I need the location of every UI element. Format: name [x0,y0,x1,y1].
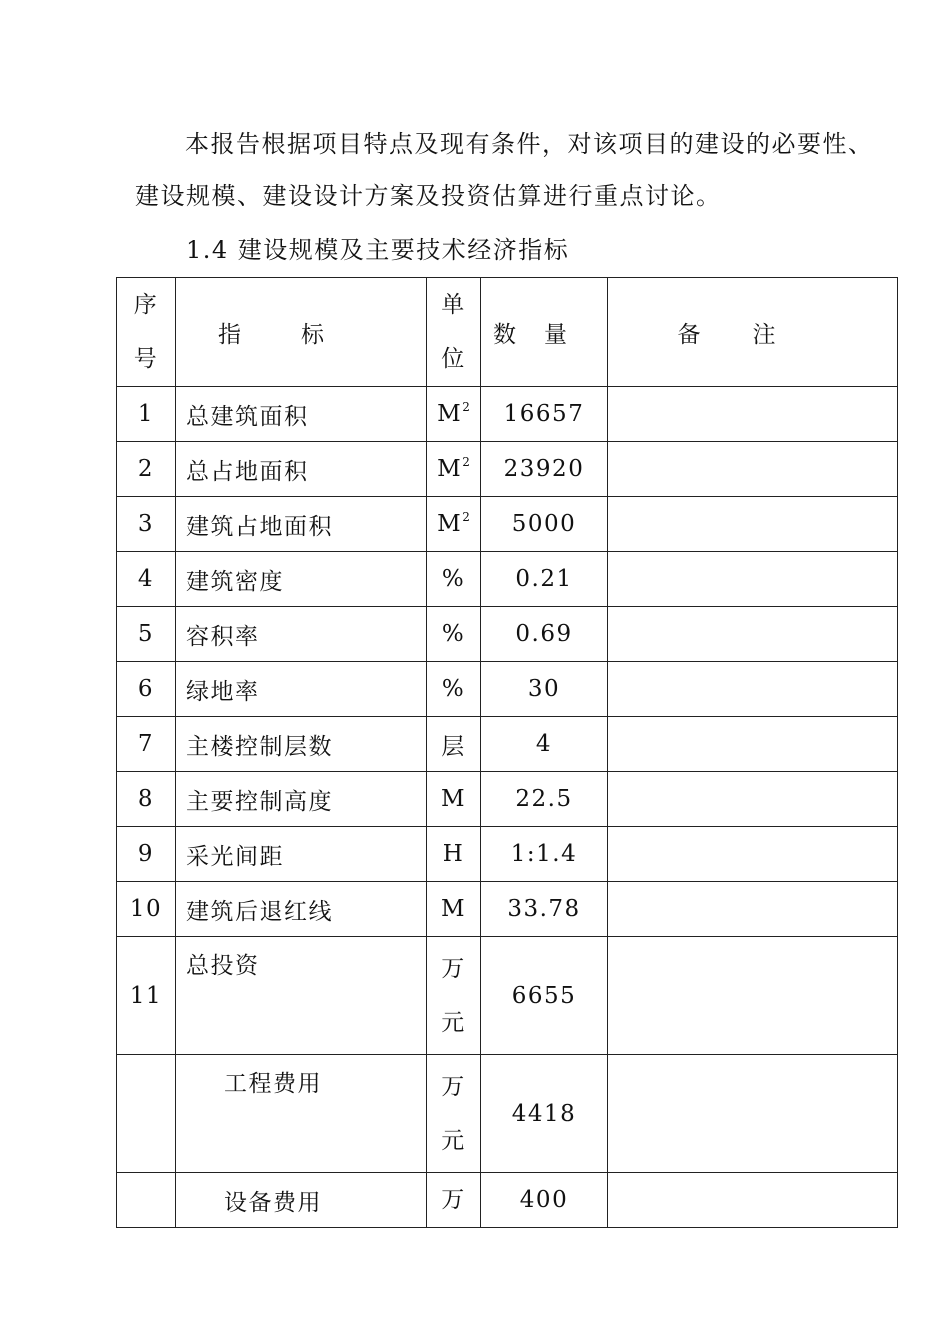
row-indicator: 主要控制高度 [176,772,427,827]
table-row [117,772,898,827]
unit-text: H [442,841,465,867]
header-indicator: 指标 [176,278,427,387]
row-quantity: 6655 [481,937,608,1055]
table-header-row [117,278,898,387]
row-quantity: 4418 [481,1055,608,1173]
row-seq: 3 [117,497,176,552]
row-indicator: 总建筑面积 [176,387,427,442]
row-remark [608,717,898,772]
row-unit [427,1173,481,1228]
row-unit [427,1055,481,1173]
row-unit [427,717,481,772]
intro-paragraph: 本报告根据项目特点及现有条件，对该项目的建设的必要性、建设规模、建设设计方案及投资估算进行重点讨论。 [135,130,874,210]
row-remark [608,772,898,827]
row-seq: 4 [117,552,176,607]
row-remark [608,937,898,1055]
row-remark [608,387,898,442]
row-quantity: 16657 [481,387,608,442]
row-remark [608,497,898,552]
row-seq: 10 [117,882,176,937]
row-seq: 5 [117,607,176,662]
table-row-investment [117,937,898,1055]
unit-superscript: 2 [462,400,470,414]
row-unit [427,882,481,937]
row-remark [608,607,898,662]
row-seq [117,1055,176,1173]
table-row [117,497,898,552]
table-row [117,442,898,497]
table-row [117,882,898,937]
row-remark [608,442,898,497]
header-unit: 单位 [427,278,481,387]
row-quantity: 1:1.4 [481,827,608,882]
row-indicator: 设备费用 [176,1173,427,1228]
table-row [117,607,898,662]
row-indicator: 工程费用 [176,1055,427,1173]
unit-text: M [440,786,467,812]
unit-text: M [440,896,467,922]
unit-text: % [441,676,466,702]
row-indicator: 建筑后退红线 [176,882,427,937]
unit-text: 层 [441,733,466,760]
unit-text: M [437,456,463,482]
row-seq: 2 [117,442,176,497]
table-row [117,387,898,442]
row-indicator: 采光间距 [176,827,427,882]
table-row [117,552,898,607]
table-row-engineering [117,1055,898,1173]
row-quantity: 4 [481,717,608,772]
row-seq: 11 [117,937,176,1055]
row-quantity: 0.69 [481,607,608,662]
row-unit [427,662,481,717]
unit-text: 万 [441,1187,466,1213]
header-remark: 备注 [608,278,898,387]
row-seq: 7 [117,717,176,772]
row-unit [427,387,481,442]
row-indicator: 建筑占地面积 [176,497,427,552]
row-unit [427,607,481,662]
row-indicator: 容积率 [176,607,427,662]
row-unit [427,442,481,497]
table-row-equipment [117,1173,898,1228]
row-quantity: 0.21 [481,552,608,607]
unit-superscript: 2 [462,510,470,524]
row-unit [427,497,481,552]
row-remark [608,552,898,607]
row-remark [608,1173,898,1228]
unit-text: M [437,511,463,537]
row-seq: 1 [117,387,176,442]
row-quantity: 23920 [481,442,608,497]
row-indicator: 绿地率 [176,662,427,717]
table-row [117,662,898,717]
row-seq: 6 [117,662,176,717]
row-unit [427,937,481,1055]
row-remark [608,827,898,882]
row-indicator: 主楼控制层数 [176,717,427,772]
row-remark [608,662,898,717]
row-seq: 9 [117,827,176,882]
row-quantity: 400 [481,1173,608,1228]
row-quantity: 30 [481,662,608,717]
table-row [117,827,898,882]
section-title: 1.4 建设规模及主要技术经济指标 [186,236,570,264]
row-quantity: 22.5 [481,772,608,827]
unit-text: % [441,566,466,592]
row-seq [117,1173,176,1228]
header-seq: 序号 [117,278,176,387]
unit-text: 万元 [441,955,466,1036]
unit-text: % [441,621,466,647]
unit-superscript: 2 [462,455,470,469]
row-indicator: 总投资 [176,937,427,1055]
row-seq: 8 [117,772,176,827]
unit-text: M [437,401,463,427]
unit-text: 万元 [441,1073,466,1154]
row-unit [427,772,481,827]
indicator-table [116,277,898,1228]
table-row [117,717,898,772]
row-unit [427,827,481,882]
row-unit [427,552,481,607]
row-remark [608,1055,898,1173]
row-quantity: 33.78 [481,882,608,937]
row-remark [608,882,898,937]
row-quantity: 5000 [481,497,608,552]
header-quantity: 数量 [481,278,608,387]
row-indicator: 总占地面积 [176,442,427,497]
row-indicator: 建筑密度 [176,552,427,607]
